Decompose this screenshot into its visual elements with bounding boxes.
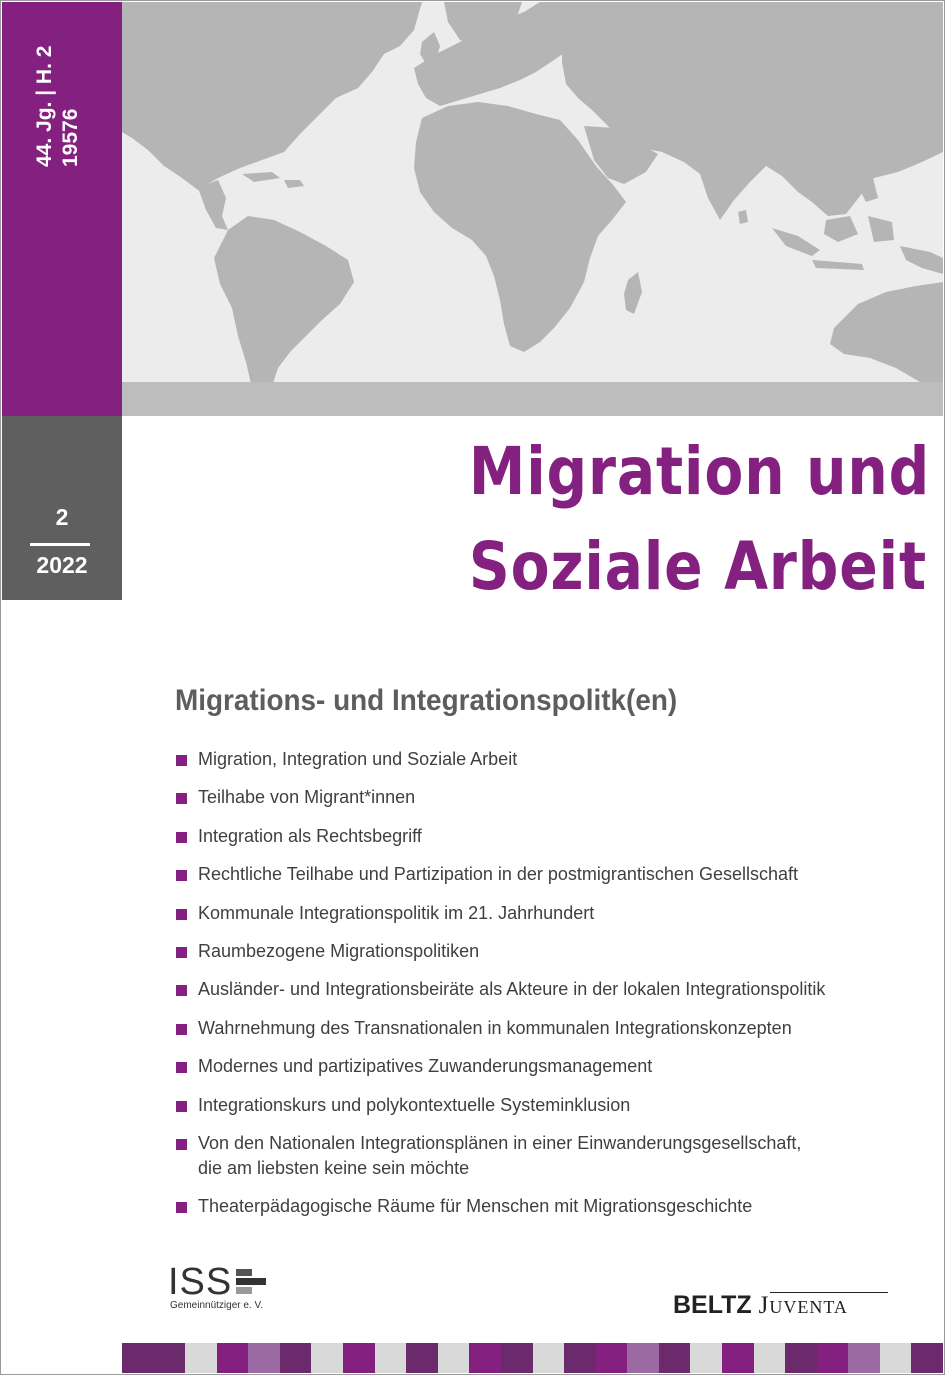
title-line-2: Soziale Arbeit [468,528,927,605]
stripe-segment [217,1343,249,1373]
issue-number: 2 [55,504,69,530]
contents-item-text: Rechtliche Teilhabe und Partizipation in der postmigrantischen Gesellschaft [198,864,799,885]
stripe-segment [817,1343,849,1373]
iss-logo-bar [236,1269,252,1276]
iss-logo [168,1262,278,1312]
square-bullet-icon [176,793,187,804]
square-bullet-icon [176,1024,187,1035]
contents-item-text: Raumbezogene Migrationspolitiken [198,940,480,961]
contents-item-text: Theaterpädagogische Räume für Menschen mit Migrationsgeschichte [198,1196,753,1217]
stripe-segment [596,1343,628,1373]
contents-item [176,747,876,772]
square-bullet-icon [176,832,187,843]
square-bullet-icon [176,1202,187,1213]
square-bullet-icon [176,1062,187,1073]
contents-item-text: Kommunale Integrationspolitik im 21. Jahrhundert [198,902,595,923]
stripe-segment [659,1343,691,1373]
spine-band [2,2,122,416]
stripe-segment [627,1343,659,1373]
square-bullet-icon [176,1139,187,1150]
title-line-1: Migration und [468,433,931,510]
stripe-segment [911,1343,943,1373]
stripe-segment [564,1343,596,1373]
square-bullet-icon [176,947,187,958]
stripe-segment [785,1343,817,1373]
volume-issue-label: 44. Jg. | H. 2 [33,45,56,167]
stripe-segment [501,1343,533,1373]
world-map [122,2,943,416]
square-bullet-icon [176,909,187,920]
contents-item-text: die am liebsten keine sein möchte [198,1157,470,1178]
contents-item [176,862,876,887]
iss-logo-bar [236,1278,266,1285]
contents-item [176,1054,876,1079]
spine-text [32,46,84,167]
issue-box [2,416,122,600]
contents-item [176,939,876,964]
contents-item [176,1016,876,1041]
contents-item [176,1093,876,1118]
color-stripe [122,1343,943,1373]
contents-item [176,785,876,810]
contents-item-text: Teilhabe von Migrant*innen [198,787,416,808]
stripe-segment [248,1343,280,1373]
square-bullet-icon [176,1101,187,1112]
contents-item-text: Migration, Integration und Soziale Arbeit [198,749,518,769]
stripe-segment [406,1343,438,1373]
stripe-segment [122,1343,154,1373]
publisher-name-part2: Juventa [758,1292,848,1319]
contents-item-text: Modernes und partizipatives Zuwanderungsmanagement [198,1056,653,1077]
iss-logo-subtext: Gemeinnütziger e. V. [170,1300,264,1311]
iss-logo-text: ISS [168,1261,233,1303]
contents-item [176,901,876,926]
contents-item [176,977,876,1002]
contents-item-text: Wahrnehmung des Transnationalen in kommunalen Integrationskonzepten [198,1017,792,1038]
stripe-segment [690,1343,722,1373]
world-map-graphic [122,2,943,416]
stripe-segment [848,1343,880,1373]
square-bullet-icon [176,985,187,996]
issue-theme: Migrations- und Integrationspolitk(en) [175,684,678,717]
contents-item-text: Integrationskurs und polykontextuelle Systeminklusion [198,1094,631,1115]
map-bottom-strip [122,382,943,416]
stripe-segment [343,1343,375,1373]
publisher-logo [673,1290,848,1321]
contents-item-text: Integration als Rechtsbegriff [198,825,422,846]
stripe-segment [185,1343,217,1373]
stripe-segment [311,1343,343,1373]
square-bullet-icon [176,755,187,766]
contents-item-text: Ausländer- und Integrationsbeiräte als Akteure in der lokalen Integrationspolitik [198,979,826,1000]
contents-list [176,747,876,1233]
publisher-name-part1: BELTZ [673,1291,752,1319]
issue-divider [30,543,90,546]
issue-year: 2022 [36,552,88,578]
stripe-segment [722,1343,754,1373]
stripe-segment [469,1343,501,1373]
stripe-segment [280,1343,312,1373]
stripe-segment [438,1343,470,1373]
journal-title [468,424,931,614]
stripe-segment [154,1343,186,1373]
stripe-segment [375,1343,407,1373]
stripe-segment [754,1343,786,1373]
contents-item [176,1131,876,1181]
stripe-segment [880,1343,912,1373]
issn-number: 19576 [59,108,82,167]
contents-item [176,1194,876,1219]
square-bullet-icon [176,870,187,881]
contents-item-text: Von den Nationalen Integrationsplänen in einer Einwanderungsgesellschaft, [198,1132,802,1153]
iss-logo-bar [236,1287,252,1294]
stripe-segment [533,1343,565,1373]
contents-item [176,824,876,849]
